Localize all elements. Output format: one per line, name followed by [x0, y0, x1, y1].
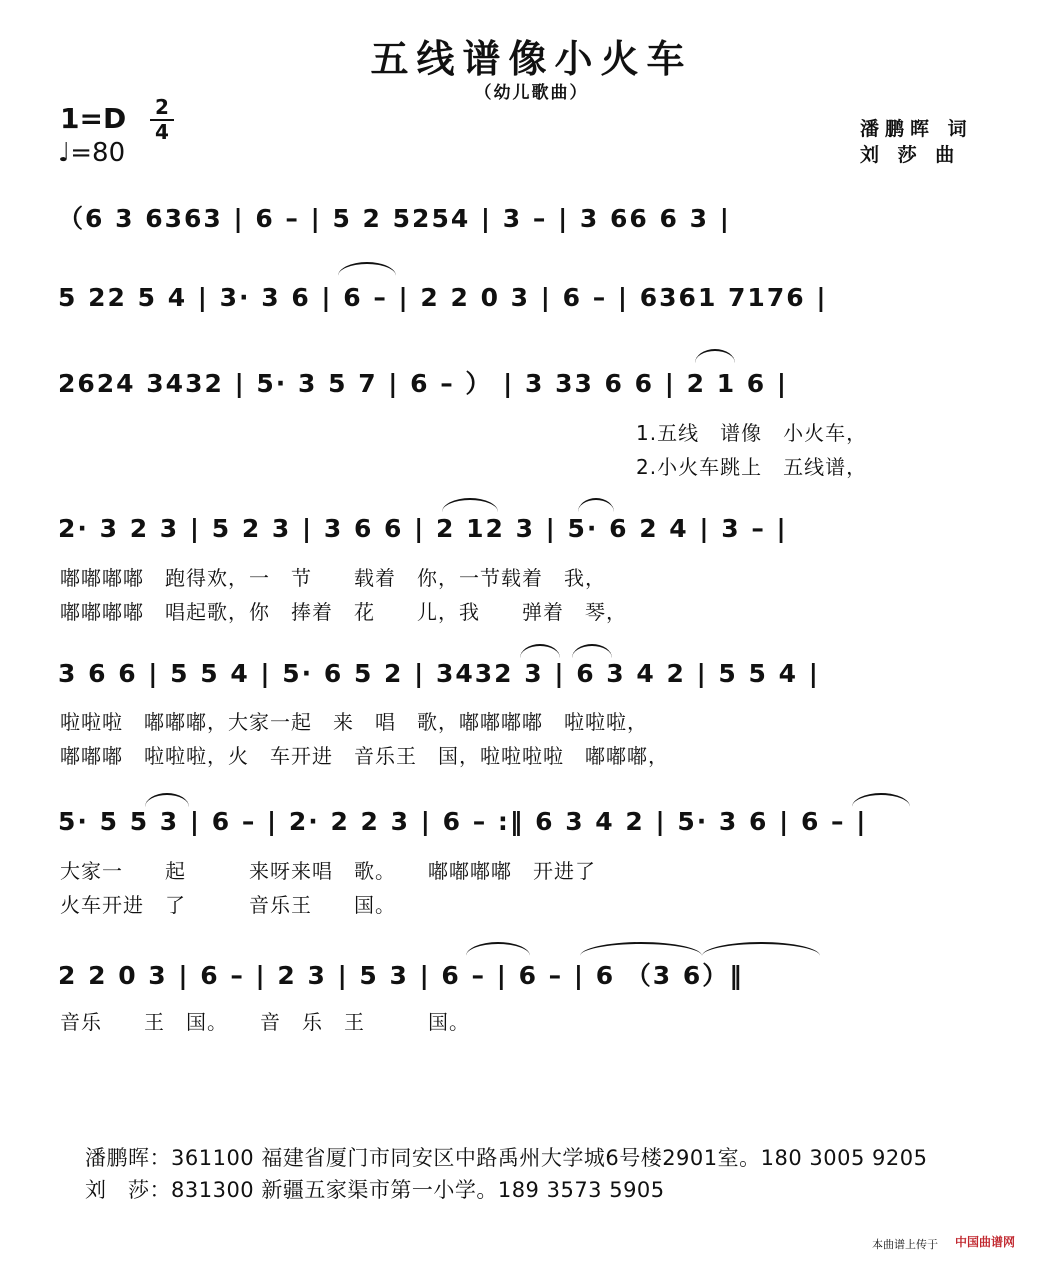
score-line-3: 2624 3432 | 5· 3 5 7 | 6 – ） | 3 33 6 6 | 2 1 6 |	[58, 369, 789, 398]
lyrics-line-3-verse-1: 1.五线 谱像 小火车，	[636, 421, 868, 445]
contact-line-2: 刘 莎：831300 新疆五家渠市第一小学。189 3573 5905	[85, 1178, 665, 1202]
composer-credit: 刘 莎 曲	[860, 144, 961, 166]
lyrics-line-5-verse-1: 啦啦啦 嘟嘟嘟，大家一起 来 唱 歌，嘟嘟嘟嘟 啦啦啦，	[60, 710, 648, 734]
slur-mark	[702, 942, 820, 956]
slur-mark	[520, 644, 560, 658]
upload-source-text: 本曲谱上传于	[872, 1238, 938, 1251]
time-signature-bottom: 4	[155, 120, 169, 144]
lyrics-line-4-verse-1: 嘟嘟嘟嘟 跑得欢，一 节 载着 你，一节载着 我，	[60, 566, 606, 590]
slur-mark	[466, 942, 530, 956]
score-line-2: 5 22 5 4 | 3· 3 6 | 6 – | 2 2 0 3 | 6 – | 6361 7176 |	[58, 283, 828, 312]
song-subtitle: （幼儿歌曲）	[474, 83, 589, 103]
slur-mark	[442, 498, 498, 512]
time-signature	[150, 95, 174, 144]
slur-mark	[145, 793, 189, 807]
slur-mark	[695, 349, 735, 363]
slur-mark	[852, 793, 910, 807]
lyrics-line-3-verse-2: 2.小火车跳上 五线谱，	[636, 455, 868, 479]
tempo-marking: ♩=80	[58, 138, 126, 168]
lyrics-line-6-verse-2: 火车开进 了 音乐王 国。	[60, 893, 396, 917]
score-line-5: 3 6 6 | 5 5 4 | 5· 6 5 2 | 3432 3 | 6 3 4 2 | 5 5 4 |	[58, 659, 820, 688]
lyrics-line-7: 音乐 王 国。 音 乐 王 国。	[60, 1010, 470, 1034]
lyrics-line-5-verse-2: 嘟嘟嘟 啦啦啦，火 车开进 音乐王 国，啦啦啦啦 嘟嘟嘟，	[60, 744, 669, 768]
time-signature-top: 2	[155, 95, 169, 119]
key-signature: 1=D	[60, 102, 127, 135]
lyrics-line-4-verse-2: 嘟嘟嘟嘟 唱起歌，你 捧着 花 儿，我 弹着 琴，	[60, 600, 627, 624]
site-logo: 中国曲谱网	[955, 1235, 1016, 1249]
contact-line-1: 潘鹏晖：361100 福建省厦门市同安区中路禹州大学城6号楼2901室。180 3005 9205	[85, 1146, 928, 1170]
lyrics-line-6-verse-1: 大家一 起 来呀来唱 歌。 嘟嘟嘟嘟 开进了	[60, 859, 596, 883]
slur-mark	[338, 262, 396, 276]
slur-mark	[572, 644, 612, 658]
slur-mark	[578, 498, 614, 512]
slur-mark	[580, 942, 702, 956]
lyricist-credit: 潘鹏晖 词	[860, 118, 973, 140]
score-line-4: 2· 3 2 3 | 5 2 3 | 3 6 6 | 2 12 3 | 5· 6 2 4 | 3 – |	[58, 514, 788, 543]
score-line-6: 5· 5 5 3 | 6 – | 2· 2 2 3 | 6 – :‖ 6 3 4 2 | 5· 3 6 | 6 – |	[58, 807, 868, 836]
song-title: 五线谱像小火车	[370, 36, 693, 81]
score-line-1: （6 3 6363 | 6 – | 5 2 5254 | 3 – | 3 66 6 3 |	[58, 204, 731, 233]
score-line-7: 2 2 0 3 | 6 – | 2 3 | 5 3 | 6 – | 6 – | 6 （3 6）‖	[58, 961, 744, 990]
